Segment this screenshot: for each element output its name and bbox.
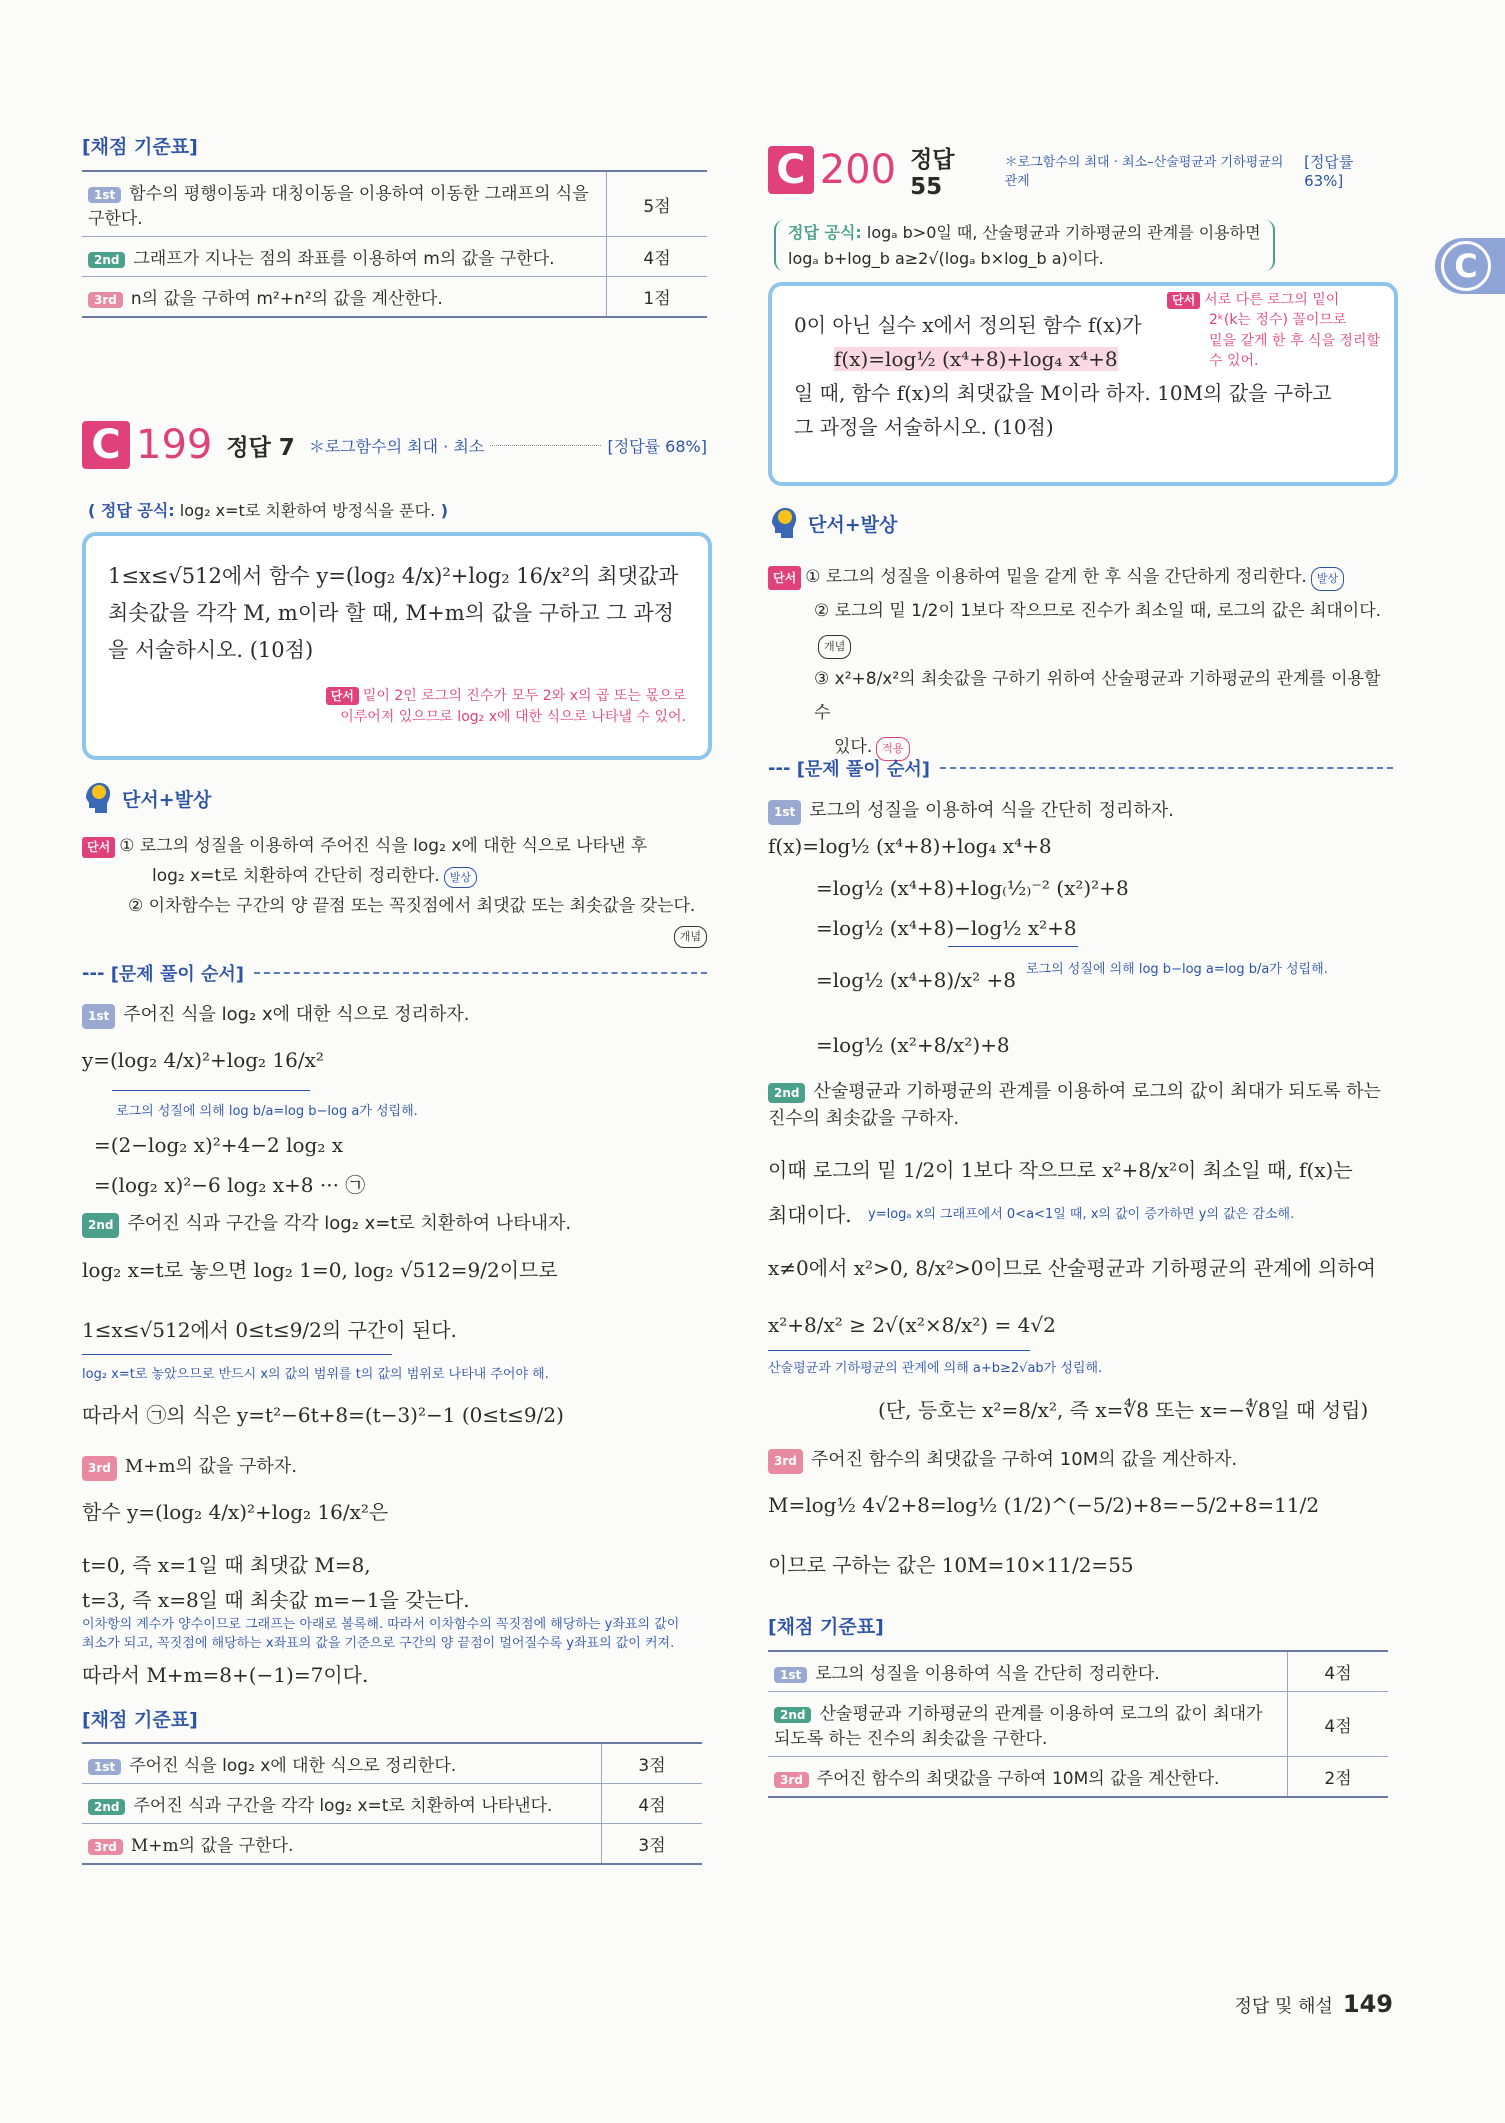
step-note: 로그의 성질에 의해 log b−log a=log b/a가 성립해. — [1026, 962, 1328, 977]
idea-title: 단서+발상 — [122, 788, 212, 811]
step-1-title — [82, 998, 469, 1032]
step-title: 주어진 함수의 최댓값을 구하여 10M의 값을 계산하자. — [810, 1449, 1238, 1470]
idea-item: ① 로그의 성질을 이용하여 주어진 식을 log₂ x에 대한 식으로 나타낸 후 — [119, 836, 648, 856]
right-column — [768, 0, 1393, 1789]
idea-pill: 적용 — [876, 737, 909, 761]
problem-number: 200 — [819, 147, 897, 193]
step-1-title — [768, 794, 1174, 828]
rubric-points: 4점 — [602, 1784, 703, 1824]
step-note: log₂ x=t로 놓았으므로 반드시 x의 값의 범위를 t의 값의 범위로 나타내 주어야 해. — [82, 1367, 549, 1382]
solution-sequence-header: --- [문제 풀이 순서] — [768, 755, 1393, 781]
step-2-title — [768, 1078, 1393, 1132]
step-badge: 3rd — [88, 1839, 123, 1855]
rubric-text: 산술평균과 기하평균의 관계를 이용하여 로그의 값이 최대가 되도록 하는 진수의 최솟값을 구한다. — [774, 1704, 1263, 1749]
solution-sequence-header: --- [문제 풀이 순서] — [82, 960, 707, 986]
hint-line: 밑을 같게 한 후 식을 정리할 — [1208, 332, 1380, 349]
table-row — [82, 1784, 702, 1824]
step-badge: 3rd — [88, 292, 123, 308]
correct-rate: [정답률 68%] — [607, 436, 707, 456]
step-badge: 1st — [82, 1004, 115, 1029]
problem-label: C — [768, 146, 814, 194]
key-label: 정답 공식: — [100, 501, 175, 520]
underline — [112, 1090, 310, 1091]
step-badge: 3rd — [82, 1456, 117, 1481]
math-line: x≠0에서 x²>0, 8/x²>0이므로 산술평균과 기하평균의 관계에 의하여 — [768, 1256, 1377, 1280]
step-3-title — [82, 1450, 297, 1484]
hint-line: 수 있어. — [1208, 352, 1259, 369]
key-text: log₂ x=t로 치환하여 방정식을 푼다. — [179, 501, 436, 520]
idea-list — [82, 832, 707, 951]
table-row — [82, 1743, 702, 1784]
step-badge: 2nd — [774, 1707, 811, 1723]
correct-rate: [정답률 63%] — [1304, 152, 1354, 190]
hint-line: 서로 다른 로그의 밑이 — [1204, 292, 1340, 308]
rubric-text: 주어진 식과 구간을 각각 log₂ x=t로 치환하여 나타낸다. — [133, 1796, 553, 1816]
idea-item: ② 이차함수는 구간의 양 끝점 또는 꼭짓점에서 최댓값 또는 최솟값을 갖는다. — [128, 895, 696, 916]
table-row — [82, 1824, 702, 1865]
math-line: log₂ x=t로 놓으면 log₂ 1=0, log₂ √512=9/2이므로 — [82, 1258, 558, 1282]
page-footer — [1235, 1990, 1394, 2018]
footer-label: 정답 및 해설 — [1234, 1996, 1333, 2017]
idea-tag: 단서 — [82, 837, 115, 858]
step-badge: 2nd — [82, 1213, 119, 1238]
table-row — [768, 1692, 1388, 1757]
math-line: t=0, 즉 x=1일 때 최댓값 M=8, — [82, 1553, 371, 1577]
rubric-text: 로그의 성질을 이용하여 식을 간단히 정리한다. — [815, 1664, 1160, 1684]
key-text: logₐ b>0일 때, 산술평균과 기하평균의 관계를 이용하면 — [866, 223, 1261, 242]
math-line: 최대이다. — [768, 1203, 852, 1227]
step-title: 로그의 성질을 이용하여 식을 간단히 정리하자. — [809, 800, 1174, 821]
rubric-top-title: [채점 기준표] — [82, 136, 198, 158]
rubric-text: 함수의 평행이동과 대칭이동을 이용하여 이동한 그래프의 식을 구한다. — [88, 184, 589, 229]
idea-item: ① 로그의 성질을 이용하여 밑을 같게 한 후 식을 간단하게 정리한다. — [805, 567, 1307, 587]
rubric-points: 3점 — [602, 1824, 703, 1865]
math-line: =(log₂ x)²−6 log₂ x+8 ··· ㉠ — [94, 1173, 366, 1197]
math-line: =(2−log₂ x)²+4−2 log₂ x — [94, 1133, 343, 1157]
step-badge: 1st — [88, 187, 121, 203]
sequence-title: [문제 풀이 순서] — [796, 759, 931, 780]
idea-header — [82, 780, 211, 816]
idea-list — [768, 560, 1393, 764]
underline — [948, 946, 1078, 947]
note-line: 최소가 되고, 꼭짓점에 해당하는 x좌표의 값을 기준으로 구간의 양 끝점이 멀어질수록 y좌표의 값이 커져. — [82, 1635, 675, 1651]
note-line: 이차항의 계수가 양수이므로 그래프는 아래로 볼록해. 따라서 이차함수의 꼭짓점에 해당하는 y좌표의 값이 — [82, 1617, 680, 1632]
key-formula — [774, 220, 1275, 271]
hint-line: 밑이 2인 로그의 진수가 모두 2와 x의 곱 또는 몫으로 — [362, 688, 686, 704]
sequence-title: [문제 풀이 순서] — [110, 964, 245, 985]
step-title: 주어진 식을 log₂ x에 대한 식으로 정리하자. — [123, 1004, 470, 1025]
hint-tag: 단서 — [1167, 292, 1200, 309]
math-line: =log½ (x⁴+8)−log½ x²+8 — [816, 916, 1077, 940]
key-label: 정답 공식: — [788, 223, 862, 242]
problem-topic: ＊로그함수의 최대 · 최소–산술평균과 기하평균의 관계 — [1004, 155, 1284, 189]
math-line: 1≤x≤√512에서 0≤t≤9/2의 구간이 된다. — [82, 1318, 457, 1342]
idea-header — [768, 505, 897, 541]
step-title: 주어진 식과 구간을 각각 log₂ x=t로 치환하여 나타내자. — [127, 1213, 572, 1234]
step-badge: 3rd — [768, 1449, 803, 1474]
rubric-points: 3점 — [602, 1743, 703, 1784]
chapter-tab — [1435, 238, 1505, 294]
hint-line: 이루어져 있으므로 log₂ x에 대한 식으로 나타낼 수 있어. — [340, 709, 686, 725]
rubric-text: n의 값을 구하여 m²+n²의 값을 계산한다. — [130, 289, 443, 309]
rubric-points: 1점 — [607, 277, 708, 318]
rubric-points: 2점 — [1288, 1757, 1389, 1798]
dotted-leader — [490, 445, 601, 446]
hint-annotation — [326, 686, 686, 728]
math-line: (단, 등호는 x²=8/x², 즉 x=∜8 또는 x=−∜8일 때 성립) — [878, 1398, 1369, 1422]
math-line: 따라서 ㉠의 식은 y=t²−6t+8=(t−3)²−1 (0≤t≤9/2) — [82, 1403, 564, 1427]
problem-answer: 정답 55 — [910, 146, 955, 200]
lightbulb-head-icon — [82, 780, 112, 816]
problem-answer: 정답 7 — [226, 434, 295, 461]
rubric-points: 4점 — [1288, 1651, 1389, 1692]
rubric-points: 4점 — [1288, 1692, 1389, 1757]
problem-text-line: 최솟값을 각각 M, m이라 할 때, M+m의 값을 구하고 그 과정 — [108, 600, 674, 625]
step-title: 산술평균과 기하평균의 관계를 이용하여 로그의 값이 최대가 되도록 하는 진수의 최솟값을 구하자. — [768, 1081, 1381, 1129]
idea-item-cont: log₂ x=t로 치환하여 간단히 정리한다. — [152, 865, 440, 886]
problem-text-line: 1≤x≤√512에서 함수 y=(log₂ 4/x)²+log₂ 16/x²의 최댓값과 — [108, 564, 679, 588]
rubric-text: 그래프가 지나는 점의 좌표를 이용하여 m의 값을 구한다. — [133, 249, 555, 269]
table-row — [768, 1757, 1388, 1798]
problem-text-line: 일 때, 함수 f(x)의 최댓값을 M이라 하자. 10M의 값을 구하고 — [794, 381, 1332, 405]
problem-199-box — [82, 532, 712, 760]
idea-item-cont: 있다. — [834, 737, 873, 757]
step-badge: 2nd — [768, 1083, 805, 1103]
idea-pill: 발상 — [444, 867, 477, 888]
math-line: t=3, 즉 x=8일 때 최솟값 m=−1을 갖는다. — [82, 1588, 470, 1612]
chapter-letter: C — [1441, 241, 1491, 291]
math-line: =log½ (x⁴+8)+log₍½₎⁻² (x²)²+8 — [816, 876, 1129, 900]
idea-pill: 개념 — [818, 635, 851, 659]
problem-number: 199 — [136, 422, 213, 468]
table-row — [82, 277, 707, 318]
idea-item: ② 로그의 밑 1/2이 1보다 작으므로 진수가 최소일 때, 로그의 값은 최대이다. — [814, 601, 1382, 621]
math-line: f(x)=log½ (x⁴+8)+log₄ x⁴+8 — [768, 834, 1052, 858]
rubric-text: M+m의 값을 구한다. — [130, 1836, 294, 1856]
step-badge: 2nd — [88, 1799, 125, 1815]
problem-text-line: 을 서술하시오. (10점) — [108, 637, 314, 662]
idea-title: 단서+발상 — [808, 513, 898, 536]
step-note: 산술평균과 기하평균의 관계에 의해 a+b≥2√ab가 성립해. — [768, 1361, 1103, 1376]
table-row — [768, 1651, 1388, 1692]
step-badge: 1st — [88, 1759, 121, 1775]
problem-199-header — [82, 415, 707, 475]
problem-topic: ＊로그함수의 최대 · 최소 — [308, 436, 485, 456]
math-line: 이때 로그의 밑 1/2이 1보다 작으므로 x²+8/x²이 최소일 때, f(x)는 — [768, 1158, 1353, 1182]
step-badge: 1st — [768, 800, 801, 825]
step-2-title — [82, 1207, 571, 1241]
table-row — [82, 237, 707, 277]
step-3-title — [768, 1443, 1237, 1477]
lightbulb-head-icon — [768, 505, 798, 541]
step-badge: 3rd — [774, 1772, 809, 1788]
rubric-title: [채점 기준표] — [768, 1616, 884, 1638]
step-badge: 2nd — [88, 252, 125, 268]
math-line: y=(log₂ 4/x)²+log₂ 16/x² — [82, 1048, 324, 1072]
math-line: 함수 y=(log₂ 4/x)²+log₂ 16/x²은 — [82, 1500, 389, 1524]
rubric-text: 주어진 식을 log₂ x에 대한 식으로 정리한다. — [129, 1756, 457, 1776]
rubric-bottom-table — [82, 1742, 702, 1865]
rubric-top-table — [82, 170, 707, 318]
hint-annotation — [1167, 290, 1380, 371]
key-text: logₐ b+log_b a≥2√(logₐ b×log_b a)이다. — [788, 248, 1104, 268]
step-badge: 1st — [774, 1667, 807, 1683]
page-number: 149 — [1342, 1990, 1393, 2018]
step-note: 로그의 성질에 의해 log b/a=log b−log a가 성립해. — [116, 1104, 418, 1119]
underline — [82, 1354, 392, 1355]
math-line: =log½ (x²+8/x²)+8 — [816, 1033, 1010, 1057]
rubric-points: 4점 — [607, 237, 708, 277]
hint-tag: 단서 — [326, 687, 359, 705]
underline — [768, 1350, 1030, 1351]
idea-pill: 발상 — [1311, 567, 1344, 591]
math-line: =log½ (x⁴+8)/x² +8 — [816, 968, 1016, 992]
problem-text-line: 그 과정을 서술하시오. (10점) — [794, 415, 1054, 439]
problem-text-line: 0이 아닌 실수 x에서 정의된 함수 f(x)가 — [794, 313, 1142, 337]
math-line: x²+8/x² ≥ 2√(x²×8/x²) = 4√2 — [768, 1313, 1056, 1337]
rubric-bottom-title: [채점 기준표] — [82, 1709, 198, 1731]
table-row — [82, 171, 707, 237]
problem-label: C — [82, 421, 130, 469]
step-note — [82, 1616, 707, 1654]
rubric-table — [768, 1650, 1388, 1798]
math-line: M=log½ 4√2+8=log½ (1/2)^(−5/2)+8=−5/2+8=11/2 — [768, 1493, 1320, 1517]
step-note: y=logₐ x의 그래프에서 0<a<1일 때, x의 값이 증가하면 y의 값은 감소해. — [868, 1207, 1295, 1222]
hint-line: 2ᵏ(k는 정수) 꼴이므로 — [1208, 312, 1347, 329]
problem-200-header — [768, 140, 1393, 200]
left-column — [82, 0, 707, 1856]
problem-text-line: f(x)=log½ (x⁴+8)+log₄ x⁴+8 — [834, 347, 1118, 371]
math-line: 따라서 M+m=8+(−1)=7이다. — [82, 1663, 369, 1687]
idea-tag: 단서 — [768, 566, 801, 590]
key-formula: ( 정답 공식: log₂ x=t로 치환하여 방정식을 푼다. ) — [88, 501, 449, 520]
rubric-text: 주어진 함수의 최댓값을 구하여 10M의 값을 계산한다. — [816, 1769, 1220, 1789]
step-title: M+m의 값을 구하자. — [124, 1456, 297, 1477]
math-line: 이므로 구하는 값은 10M=10×11/2=55 — [768, 1553, 1134, 1577]
idea-item: ③ x²+8/x²의 최솟값을 구하기 위하여 산술평균과 기하평균의 관계를 이용할 수 — [814, 669, 1381, 723]
rubric-points: 5점 — [607, 171, 708, 237]
problem-200-box — [768, 282, 1398, 486]
idea-pill: 개념 — [674, 926, 707, 947]
